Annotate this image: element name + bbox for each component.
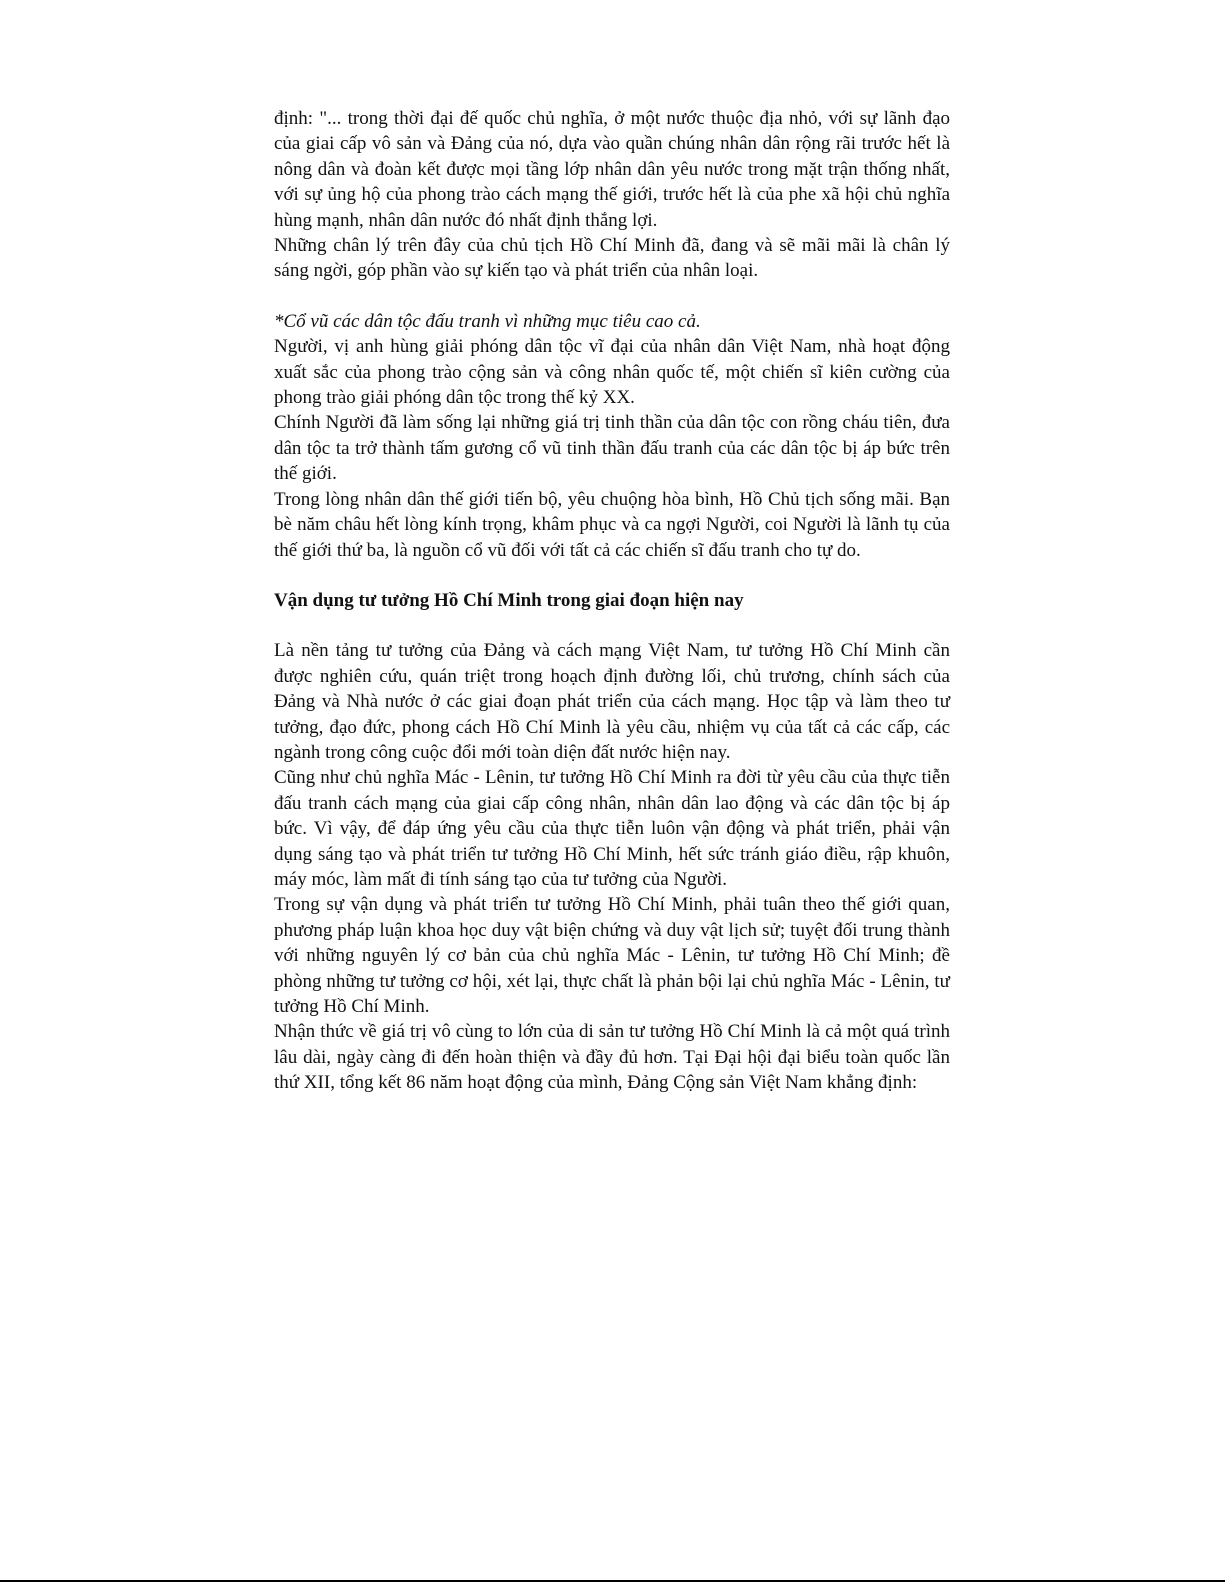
paragraph: Trong sự vận dụng và phát triển tư tưởng Hồ Chí Minh, phải tuân theo thế giới quan, phương pháp luận khoa học duy vật biện chứng và duy vật lịch sử; tuyệt đối trung thành với những nguyên lý cơ bản của chủ nghĩa Mác - Lênin, tư tưởng Hồ Chí Minh; đề phòng những tư tưởng cơ hội, xét lại, thực chất là phản bội lại chủ nghĩa Mác - Lênin, tư tưởng Hồ Chí Minh. [274, 894, 950, 1017]
paragraph: Người, vị anh hùng giải phóng dân tộc vĩ đại của nhân dân Việt Nam, nhà hoạt động xuất sắc của phong trào cộng sản và công nhân quốc tế, một chiến sĩ kiên cường của phong trào giải phóng dân tộc trong thế kỷ XX. [274, 336, 950, 409]
paragraph: định: "... trong thời đại đế quốc chủ nghĩa, ở một nước thuộc địa nhỏ, với sự lãnh đạo của giai cấp vô sản và Đảng của nó, dựa vào quần chúng nhân dân rộng rãi trước hết là nông dân và đoàn kết được mọi tầng lớp nhân dân yêu nước trong mặt trận thống nhất, với sự ủng hộ của phong trào cách mạng thế giới, trước hết là của phe xã hội chủ nghĩa hùng mạnh, nhân dân nước đó nhất định thắng lợi. [274, 108, 950, 231]
paragraph: Là nền tảng tư tưởng của Đảng và cách mạng Việt Nam, tư tưởng Hồ Chí Minh cần được nghiên cứu, quán triệt trong hoạch định đường lối, chủ trương, chính sách của Đảng và Nhà nước ở các giai đoạn phát triển của cách mạng. Học tập và làm theo tư tưởng, đạo đức, phong cách Hồ Chí Minh là yêu cầu, nhiệm vụ của tất cả các cấp, các ngành trong công cuộc đổi mới toàn diện đất nước hiện nay. [274, 640, 950, 763]
paragraph: Nhận thức về giá trị vô cùng to lớn của di sản tư tưởng Hồ Chí Minh là cả một quá trình lâu dài, ngày càng đi đến hoàn thiện và đầy đủ hơn. Tại Đại hội đại biểu toàn quốc lần thứ XII, tổng kết 86 năm hoạt động của mình, Đảng Cộng sản Việt Nam khẳng định: [274, 1021, 950, 1094]
paragraph: Trong lòng nhân dân thế giới tiến bộ, yêu chuộng hòa bình, Hồ Chủ tịch sống mãi. Bạn bè năm châu hết lòng kính trọng, khâm phục và ca ngợi Người, coi Người là lãnh tụ của thế giới thứ ba, là nguồn cổ vũ đối với tất cả các chiến sĩ đấu tranh cho tự do. [274, 488, 950, 561]
italic-subheading: *Cổ vũ các dân tộc đấu tranh vì những mục tiêu cao cả. [274, 310, 701, 332]
section-heading: Vận dụng tư tưởng Hồ Chí Minh trong giai đoạn hiện nay [274, 589, 744, 611]
page-bottom-border [0, 1580, 1225, 1582]
spacer [274, 284, 950, 309]
paragraph: Chính Người đã làm sống lại những giá trị tinh thần của dân tộc con rồng cháu tiên, đưa dân tộc ta trở thành tấm gương cổ vũ tinh thần đấu tranh của các dân tộc bị áp bức trên thế giới. [274, 412, 950, 485]
spacer [274, 563, 950, 588]
spacer [274, 613, 950, 638]
document-body [274, 106, 950, 1096]
paragraph: Cũng như chủ nghĩa Mác - Lênin, tư tưởng Hồ Chí Minh ra đời từ yêu cầu của thực tiễn đấu tranh cách mạng của giai cấp công nhân, nhân dân lao động và các dân tộc bị áp bức. Vì vậy, để đáp ứng yêu cầu của thực tiễn luôn vận động và phát triển, phải vận dụng sáng tạo và phát triển tư tưởng Hồ Chí Minh, hết sức tránh giáo điều, rập khuôn, máy móc, làm mất đi tính sáng tạo của tư tưởng của Người. [274, 767, 950, 890]
paragraph: Những chân lý trên đây của chủ tịch Hồ Chí Minh đã, đang và sẽ mãi mãi là chân lý sáng ngời, góp phần vào sự kiến tạo và phát triển của nhân loại. [274, 235, 950, 282]
